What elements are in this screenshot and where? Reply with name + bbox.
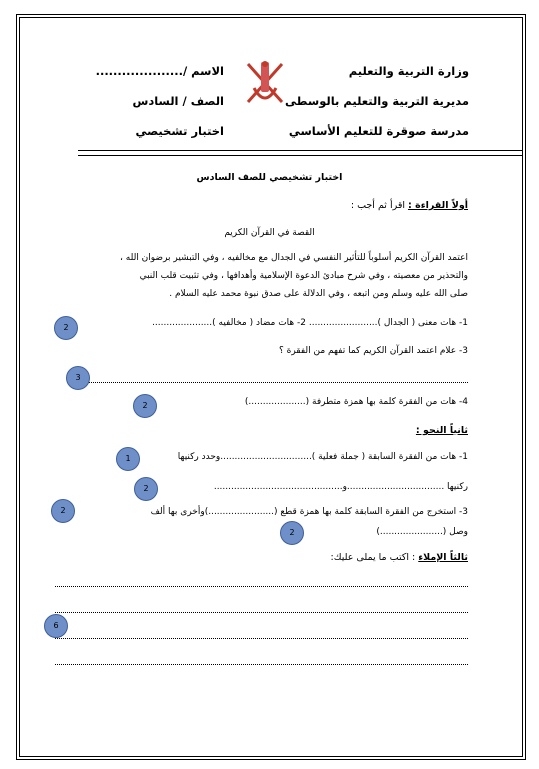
passage-line-2: والتحذير من معصيته ، وفي شرح مبادئ الدعوة الإسلامية وأهدافها ، وفي تثبيت قلب النبي: [139, 271, 468, 281]
reading-q1: 1- هات معنى ( الجدال )........................ 2- هات مضاد ( مخالفيه ).....................: [152, 318, 468, 328]
grammar-q1-continuation: ركنيها ..................................و.............................................: [213, 482, 468, 492]
class-field: الصف / السادس: [132, 94, 224, 108]
ministry-name: وزارة التربية والتعليم: [348, 64, 469, 78]
mark-circle: 3: [66, 366, 90, 390]
grammar-q1: 1- هات من الفقرة السابقة ( جملة فعلية )................................وحدد ركنيها: [177, 452, 468, 462]
answer-line[interactable]: [80, 382, 468, 383]
mark-circle: 2: [280, 521, 304, 545]
test-type: اختبار تشخيصي: [135, 124, 224, 138]
grammar-q3: 3- استخرج من الفقرة السابقة كلمة بها همزة قطع (.......................)وأخرى بها ألف: [150, 507, 468, 517]
name-field[interactable]: الاسم /....................: [95, 64, 224, 78]
header-separator: [78, 150, 522, 156]
directorate-name: مديرية التربية والتعليم بالوسطى: [285, 94, 469, 108]
mark-circle: 6: [44, 614, 68, 638]
mark-circle: 2: [134, 477, 158, 501]
reading-q4: 4- هات من الفقرة كلمة بها همزة متطرفة (....................): [244, 397, 468, 407]
exam-title: اختبار تشخيصي للصف السادس: [196, 172, 343, 183]
answer-line[interactable]: [55, 664, 468, 665]
dictation-heading: ثالثاً الإملاء: [418, 552, 468, 563]
answer-line[interactable]: [55, 612, 468, 613]
oman-emblem-icon: [240, 58, 290, 110]
passage-title: القصة في القرآن الكريم: [224, 228, 315, 238]
mark-circle: 2: [133, 394, 157, 418]
grammar-heading: ثانياً النحو :: [415, 425, 468, 436]
mark-circle: 2: [51, 499, 75, 523]
passage-line-1: اعتمد القرآن الكريم أسلوباً للتأثير النفسي في الجدال مع مخالفيه ، وفي التبشير برضوان الله ،: [120, 253, 468, 263]
reading-instruction: اقرأ ثم أجب :: [350, 200, 406, 211]
school-name: مدرسة صوقرة للتعليم الأساسي: [288, 124, 469, 138]
reading-q3: 3- علام اعتمد القرآن الكريم كما تفهم من الفقرة ؟: [278, 346, 468, 356]
dictation-instruction: : اكتب ما يملى عليك:: [330, 552, 416, 563]
answer-line[interactable]: [55, 586, 468, 587]
mark-circle: 2: [54, 316, 78, 340]
mark-circle: 1: [116, 447, 140, 471]
reading-heading: أولاً القراءة :: [408, 200, 468, 211]
passage-line-3: صلى الله عليه وسلم ومن اتبعه ، وفي الدلالة على صدق نبوة محمد عليه السلام .: [169, 289, 468, 299]
answer-line[interactable]: [55, 638, 468, 639]
dictation-section: [331, 552, 469, 563]
reading-section: [351, 200, 468, 211]
grammar-q3-continuation: وصل (......................): [376, 527, 468, 537]
